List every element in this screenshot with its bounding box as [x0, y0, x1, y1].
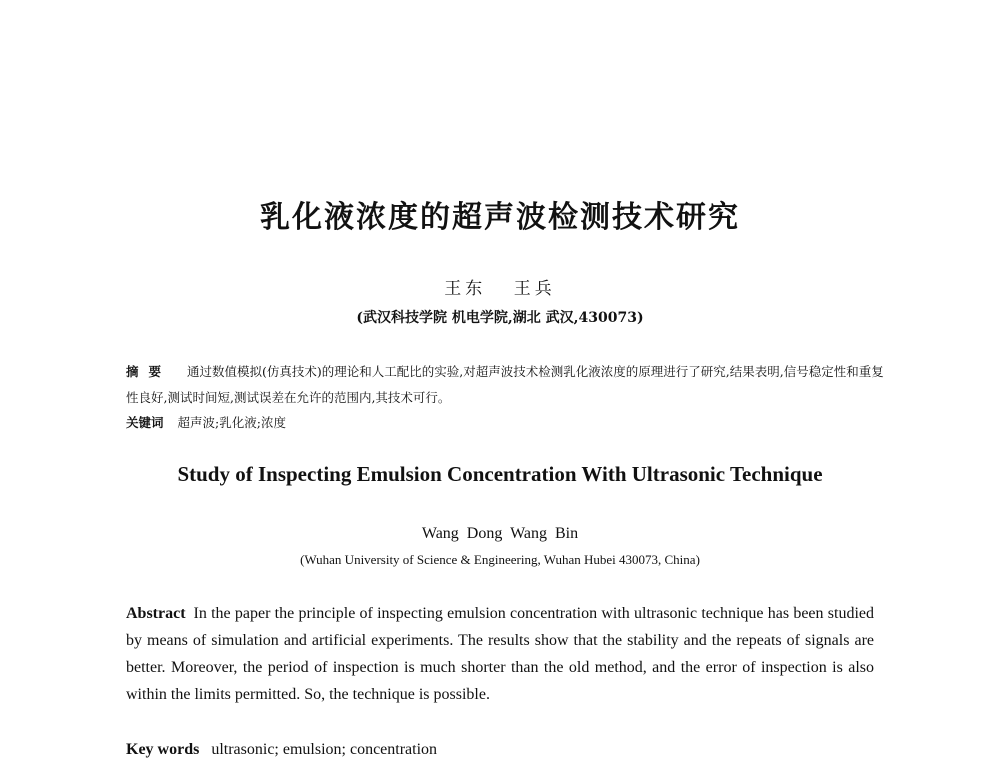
chinese-abstract-text: 通过数值模拟(仿真技术)的理论和人工配比的实验,对超声波技术检测乳化液浓度的原理进行了研究,结果表明,信号稳定性和重复性良好,测试时间短,测试误差在允许的范围内,其技术可行。 — [126, 364, 884, 405]
english-abstract-text: In the paper the principle of inspecting emulsion concentration with ultrasonic technique has been studied by means of simulation and artificial experiments. The results show that the stability and the repeats of signals are better. Moreover, the period of inspection is much shorter than the old method, and the error of inspection is also within the limits permitted. So, the technique is possible. — [126, 605, 874, 703]
chinese-keywords-label: 关键词 — [126, 415, 164, 430]
english-keywords-label: Key words — [126, 741, 200, 758]
english-keywords-text: ultrasonic; emulsion; concentration — [211, 741, 438, 758]
english-title: Study of Inspecting Emulsion Concentration With Ultrasonic Technique — [177, 462, 823, 486]
chinese-title: 乳化液浓度的超声波检测技术研究 — [260, 200, 740, 235]
chinese-keywords — [126, 410, 886, 436]
chinese-abstract — [126, 359, 886, 411]
english-affiliation: (Wuhan University of Science & Engineering, Wuhan Hubei 430073, China) — [300, 552, 700, 567]
chinese-affiliation: (武汉科技学院 机电学院,湖北 武汉,430073) — [356, 310, 644, 326]
chinese-keywords-text: 超声波;乳化液;浓度 — [177, 415, 286, 430]
english-abstract — [126, 600, 874, 708]
english-abstract-label: Abstract — [126, 605, 186, 622]
chinese-authors: 王东 王兵 — [444, 279, 556, 299]
english-authors: Wang Dong Wang Bin — [421, 525, 579, 542]
chinese-abstract-label: 摘要 — [126, 364, 172, 379]
english-keywords — [126, 740, 874, 760]
